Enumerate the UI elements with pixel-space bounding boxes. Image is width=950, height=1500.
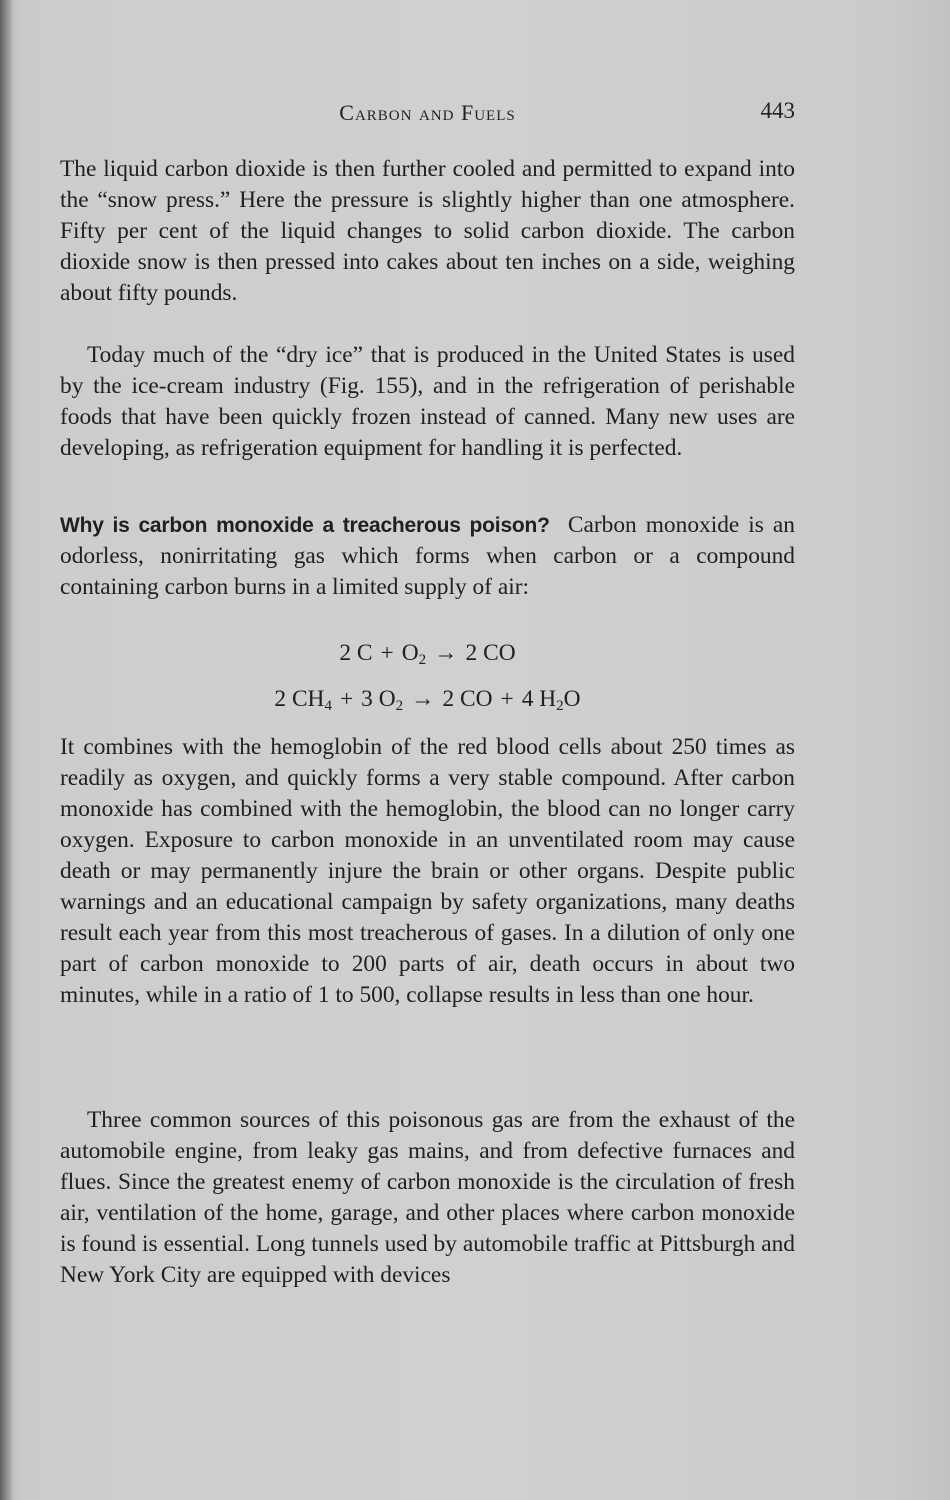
eq2-water-subscript: 2 (556, 698, 564, 714)
running-title: Carbon and Fuels (339, 100, 516, 125)
paragraph-sources-and-ventilation: Three common sources of this poisonous gas are from the exhaust of the automobile engine, from leaky gas mains, and from defective furnaces and flues. Since the greatest enemy of carbon monoxide is the circulation of fresh air, ventilation of the home, garage, and other places where carbon monoxide is found is essential. Long tunnels used by automobile traffic at Pittsburgh and New York City are equipped with devices (60, 1107, 795, 1288)
eq1-oxygen-subscript: 2 (418, 652, 427, 668)
page-binding-shadow (0, 0, 12, 1500)
eq1-plus: + (380, 640, 394, 666)
eq2-carbon-monoxide: 2 CO (442, 686, 493, 712)
paragraph-carbon-monoxide-intro (60, 510, 795, 603)
eq2-oxygen-subscript: 2 (395, 698, 404, 714)
paragraph-hemoglobin-effects: It combines with the hemoglobin of the red blood cells about 250 times as readily as oxygen, and quickly forms a very stable compound. After carbon monoxide has combined with the hemoglobin, the blood can no longer carry oxygen. Exposure to carbon monoxide in an unventilated room may cause death or may permanently injure the brain or other organs. Despite public warnings and an educational campaign by safety organizations, many deaths result each year from this most treacherous of gases. In a dilution of only one part of carbon monoxide to 200 parts of air, death occurs in about two minutes, while in a ratio of 1 to 500, collapse results in less than one hour. (60, 734, 795, 1008)
page-number: 443 (760, 98, 795, 123)
eq2-water: 4 H (521, 686, 557, 712)
eq2-methane-subscript: 4 (324, 698, 332, 714)
eq2-methane: 2 CH (274, 686, 325, 712)
running-header (60, 96, 795, 130)
paragraph-snow-press: The liquid carbon dioxide is then further cooled and permitted to expand into the “snow press.” Here the pressure is slightly higher than one atmosphere. Fifty per cent of the liquid changes to solid carbon dioxide. The carbon dioxide snow is then pressed into cakes about ten inches on a side, weighing about fifty pounds. (60, 156, 795, 306)
eq2-water-tail: O (563, 686, 581, 712)
eq1-lhs: 2 C (339, 640, 373, 666)
eq2-oxygen: 3 O (361, 686, 396, 712)
eq1-arrow: → (434, 640, 458, 666)
equation-carbon-combustion (60, 640, 795, 667)
eq2-arrow: → (411, 686, 435, 712)
paragraph-carbon-monoxide-text: Carbon monoxide is an odorless, nonirritating gas which forms when carbon or a compound containing carbon burns in a limited supply of air: (60, 512, 795, 600)
eq1-oxygen: O (401, 640, 419, 666)
equation-methane-combustion (60, 686, 795, 713)
eq2-plus-2: + (500, 686, 514, 712)
section-heading: Why is carbon monoxide a treacherous poison? (60, 514, 550, 537)
eq1-product: 2 CO (465, 640, 516, 666)
eq2-plus-1: + (339, 686, 354, 712)
paragraph-dry-ice-uses: Today much of the “dry ice” that is produced in the United States is used by the ice-cream industry (Fig. 155), and in the refrigeration of perishable foods that have been quickly frozen instead of canned. Many new uses are developing, as refrigeration equipment for handling it is perfected. (60, 342, 795, 461)
